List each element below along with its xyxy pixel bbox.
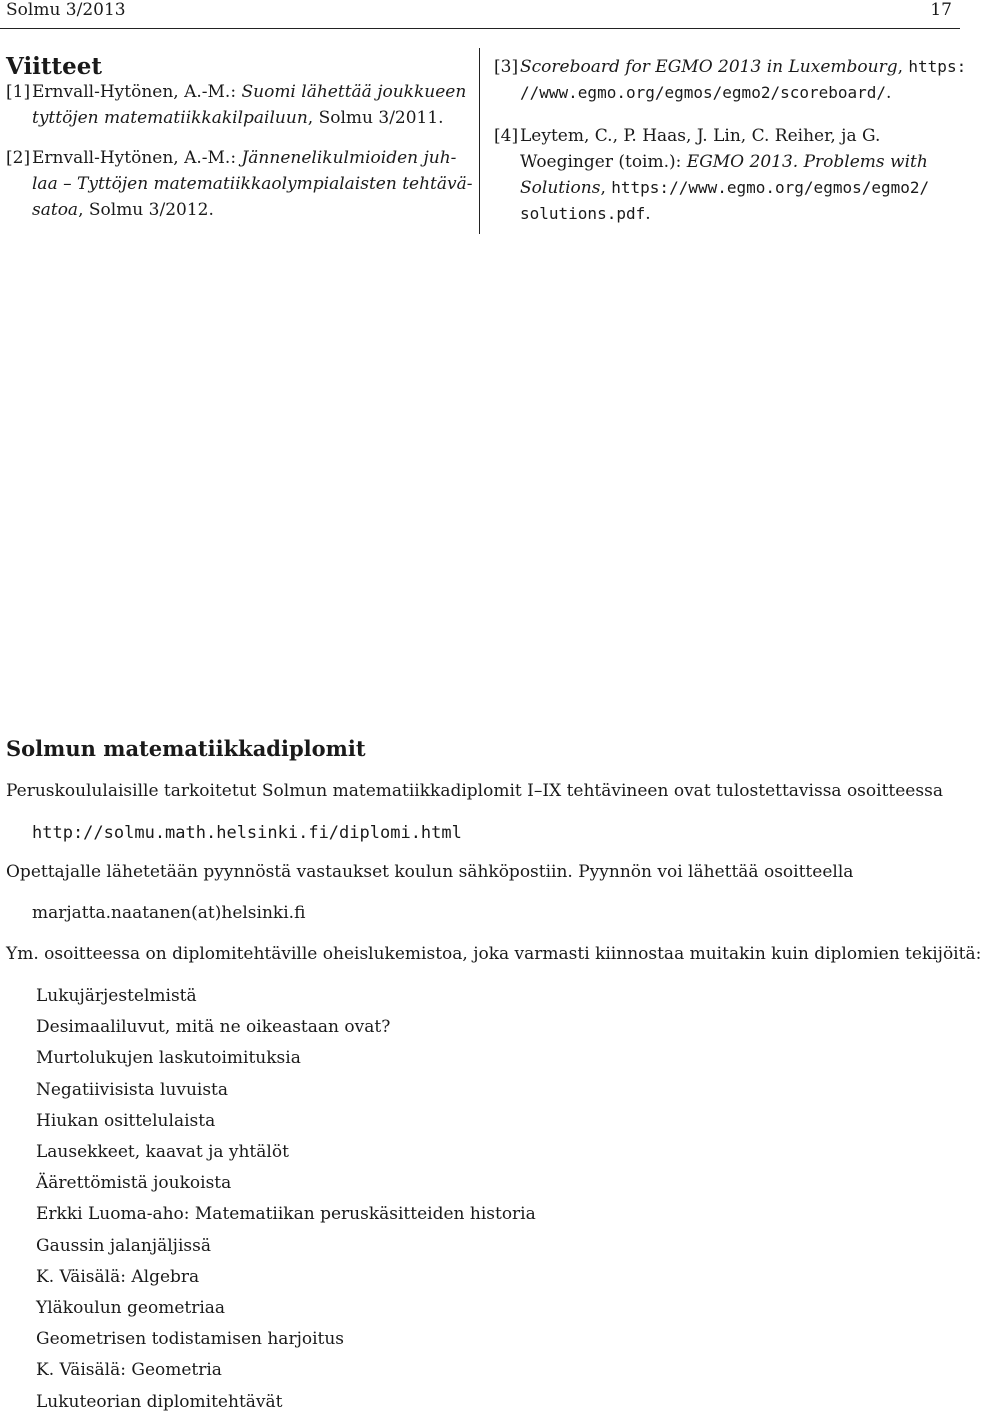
references-heading: Viitteet xyxy=(6,53,103,80)
reference-line xyxy=(520,149,928,175)
reference-text: , xyxy=(897,57,909,77)
reference-text: Leytem, C., P. Haas, J. Lin, C. Reiher, ja G. xyxy=(520,126,881,146)
reference-text: satoa xyxy=(32,200,79,220)
reference-text: Solutions xyxy=(520,178,601,198)
reference-line xyxy=(520,80,891,106)
reference-number: [2] xyxy=(6,148,31,168)
diplomas-heading: Solmun matematiikkadiplomit xyxy=(6,736,366,761)
header-rule xyxy=(0,28,960,29)
reading-list-item: Lukujärjestelmistä xyxy=(36,986,197,1006)
reading-list-item: Lausekkeet, kaavat ja yhtälöt xyxy=(36,1142,289,1162)
reference-url[interactable]: https://www.egmo.org/egmos/egmo2/ xyxy=(611,178,930,197)
reference-line xyxy=(32,171,473,197)
reference-line xyxy=(520,175,929,201)
reference-text: Woeginger (toim.): xyxy=(520,152,687,172)
diplomas-intro: Peruskoululaisille tarkoitetut Solmun matematiikkadiplomit I–IX tehtävineen ovat tulostettavissa osoitteessa xyxy=(6,781,943,801)
reference-text: tyttöjen matematiikkakilpailuun xyxy=(32,108,308,128)
reading-list-item: Gaussin jalanjäljissä xyxy=(36,1235,211,1256)
reading-list-item: K. Väisälä: Geometria xyxy=(36,1360,222,1381)
reference-text: Scoreboard for EGMO 2013 in Luxembourg xyxy=(520,57,898,77)
reading-list-item: Hiukan osittelulaista xyxy=(36,1110,216,1131)
reference-text: . xyxy=(645,204,651,224)
reference-text: , Solmu 3/2011. xyxy=(307,108,444,128)
reading-list-item: Yläkoulun geometriaa xyxy=(36,1298,226,1318)
reference-text: . xyxy=(886,83,892,103)
column-divider xyxy=(479,48,480,234)
contact-email: marjatta.naatanen(at)helsinki.fi xyxy=(32,903,306,923)
reference-url[interactable]: //www.egmo.org/egmos/egmo2/scoreboard/ xyxy=(520,83,887,102)
reference-line xyxy=(520,123,880,149)
reference-line xyxy=(32,79,466,105)
reading-list-item: Lukuteorian diplomitehtävät xyxy=(36,1391,283,1412)
reference-text: laa – Tyttöjen matematiikkaolympialaisten tehtävä- xyxy=(32,174,473,194)
running-header-title: Solmu 3/2013 xyxy=(6,0,126,20)
reference-text: Jännenelikulmioiden juh- xyxy=(241,148,457,168)
reference-text: Ernvall-Hytönen, A.-M.: xyxy=(32,82,242,102)
teachers-note: Opettajalle lähetetään pyynnöstä vastaukset koulun sähköpostiin. Pyynnön voi lähettää osoitteella xyxy=(6,862,854,882)
reading-list-item: Murtolukujen laskutoimituksia xyxy=(36,1048,301,1069)
reading-list-item: Geometrisen todistamisen harjoitus xyxy=(36,1329,345,1350)
reference-line xyxy=(32,105,444,131)
reference-text: , Solmu 3/2012. xyxy=(78,200,214,220)
page-number: 17 xyxy=(930,0,952,20)
reference-line xyxy=(520,54,966,80)
reference-text: Suomi lähettää joukkueen xyxy=(241,82,467,102)
reference-line xyxy=(520,201,651,227)
reference-text: , xyxy=(600,178,612,198)
diplomas-url-link[interactable]: http://solmu.math.helsinki.fi/diplomi.html xyxy=(32,823,462,843)
reading-list-item: Negatiivisista luvuista xyxy=(36,1079,229,1100)
reference-line xyxy=(32,197,214,223)
reference-number: [3] xyxy=(494,57,519,77)
reading-list-item: Äärettömistä joukoista xyxy=(36,1173,232,1194)
reading-list-item: Desimaaliluvut, mitä ne oikeastaan ovat? xyxy=(36,1017,391,1038)
reference-url[interactable]: https: xyxy=(908,57,967,76)
reading-list-item: Erkki Luoma-aho: Matematiikan peruskäsitteiden historia xyxy=(36,1204,536,1225)
reading-list-item: K. Väisälä: Algebra xyxy=(36,1266,200,1287)
reference-number: [4] xyxy=(494,126,519,146)
reference-text: EGMO 2013. Problems with xyxy=(686,152,928,172)
extra-reading-intro: Ym. osoitteessa on diplomitehtäville oheislukemistoa, joka varmasti kiinnostaa muitakin kuin diplomien tekijöitä: xyxy=(6,944,981,964)
reference-url[interactable]: solutions.pdf xyxy=(520,204,646,223)
reference-line xyxy=(32,145,456,171)
reference-number: [1] xyxy=(6,82,31,102)
reference-text: Ernvall-Hytönen, A.-M.: xyxy=(32,148,242,168)
